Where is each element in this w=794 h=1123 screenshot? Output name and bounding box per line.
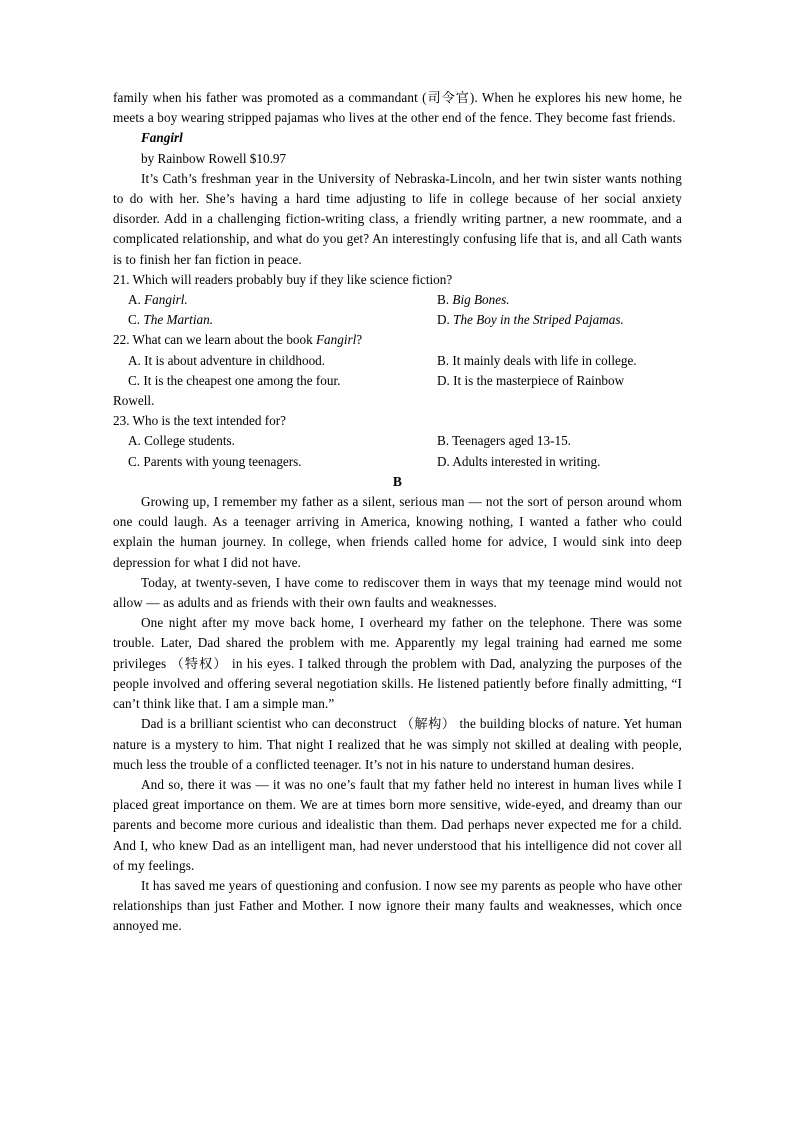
- question-22-text-pre: What can we learn about the book: [132, 332, 316, 348]
- section-b-paragraph-5: And so, there it was — it was no one’s fault that my father held no interest in human lives while I placed great importance on them. We are at times born more sensitive, wide-eyed, and dreamy than our parents and become more curious and idealistic than them. Dad perhaps never expected me for a child. And I, who knew Dad as an intelligent man, had never understood that his intelligence did not cover all of my feelings.: [113, 776, 682, 873]
- option-letter: D.: [437, 372, 450, 388]
- option-row: [113, 431, 682, 451]
- question-23-number: 23.: [113, 413, 130, 429]
- option-row: [113, 310, 682, 330]
- question-21-options: [113, 290, 682, 330]
- book-description: It’s Cath’s freshman year in the University of Nebraska-Lincoln, and her twin sister wants nothing to do with her. She’s having a hard time adjusting to life in college because of her social anxiety disorder. Add in a challenging fiction-writing class, a friendly writing partner, a new roommate, and a complicated relationship, and what do you get? An interestingly confusing life that is, and all Cath wants is to finish her fan fiction in peace.: [113, 170, 682, 267]
- section-b-paragraph-6: It has saved me years of questioning and confusion. I now see my parents as people who have other relationships than just Father and Mother. I now ignore their many faults and weaknesses, which once annoyed me.: [113, 877, 682, 934]
- section-b-paragraph-3: One night after my move back home, I overheard my father on the telephone. There was some trouble. Later, Dad shared the problem with me. Apparently my legal training had earned me some privileges （特权） in his eyes. I talked through the problem with Dad, analyzing the purposes of the people involved and offering several negotiation skills. He listened patiently before finally admitting, “I can’t think like that. I am a simple man.”: [113, 615, 682, 712]
- question-21-text: Which will readers probably buy if they like science fiction?: [132, 271, 453, 287]
- book-title: Fangirl: [141, 130, 183, 146]
- option-text: Fangirl.: [144, 292, 188, 308]
- section-b-letter: B: [392, 473, 403, 489]
- option-text: Adults interested in writing.: [452, 453, 601, 469]
- option-text: The Boy in the Striped Pajamas.: [453, 312, 624, 328]
- option-letter: A.: [128, 352, 141, 368]
- option-text: College students.: [144, 433, 235, 449]
- option-23-d[interactable]: [437, 452, 682, 472]
- option-letter: B.: [437, 352, 450, 368]
- question-22-text-italic: Fangirl: [316, 332, 357, 348]
- option-text: The Martian.: [143, 312, 213, 328]
- option-text: It is the masterpiece of Rainbow: [453, 372, 625, 388]
- option-text: Big Bones.: [452, 292, 510, 308]
- option-letter: C.: [128, 372, 141, 388]
- option-22-d[interactable]: [437, 371, 682, 391]
- option-22-d-overflow: Rowell.: [113, 393, 155, 409]
- option-letter: B.: [437, 292, 450, 308]
- option-row: [113, 290, 682, 310]
- section-b-paragraph-4: Dad is a brilliant scientist who can deconstruct （解构） the building blocks of nature. Yet human nature is a mystery to him. That night I realized that he was simply not skilled at dealing with people, much less the trouble of a conflicted teenager. It’s not in his nature to understand human desires.: [113, 716, 682, 772]
- question-23-prompt: [113, 411, 682, 431]
- option-text: Parents with young teenagers.: [143, 453, 302, 469]
- question-22-prompt: [113, 330, 682, 350]
- option-letter: C.: [128, 453, 141, 469]
- option-letter: B.: [437, 433, 450, 449]
- option-23-c[interactable]: [113, 452, 437, 472]
- option-text: It is the cheapest one among the four.: [143, 372, 341, 388]
- question-23-options: [113, 431, 682, 471]
- option-22-c[interactable]: [113, 371, 437, 391]
- intro-paragraph: family when his father was promoted as a commandant (司令官). When he explores his new home, he meets a boy wearing stripped pajamas who lives at the other end of the fence. They become fast friends.: [113, 90, 682, 126]
- option-21-c[interactable]: [113, 310, 437, 330]
- option-21-b[interactable]: [437, 290, 682, 310]
- question-23-text: Who is the text intended for?: [132, 413, 286, 429]
- option-row: [113, 351, 682, 371]
- option-21-d[interactable]: [437, 310, 682, 330]
- question-22-text-post: ?: [356, 332, 363, 348]
- option-23-b[interactable]: [437, 431, 682, 451]
- question-21-number: 21.: [113, 271, 130, 287]
- book-author-price: by Rainbow Rowell $10.97: [141, 150, 287, 166]
- option-text: It mainly deals with life in college.: [452, 352, 637, 368]
- section-b-paragraph-2: Today, at twenty-seven, I have come to rediscover them in ways that my teenage mind would not allow — as adults and as friends with their own faults and weaknesses.: [113, 574, 682, 611]
- option-22-b[interactable]: [437, 351, 682, 371]
- option-21-a[interactable]: [113, 290, 437, 310]
- option-letter: D.: [437, 453, 450, 469]
- option-letter: D.: [437, 312, 450, 328]
- option-text: Teenagers aged 13-15.: [452, 433, 571, 449]
- option-letter: C.: [128, 312, 141, 328]
- question-22-options: [113, 351, 682, 412]
- option-row: [113, 371, 682, 391]
- option-23-a[interactable]: [113, 431, 437, 451]
- option-22-a[interactable]: [113, 351, 437, 371]
- option-text: It is about adventure in childhood.: [144, 352, 326, 368]
- question-22-number: 22.: [113, 332, 130, 348]
- question-21-prompt: [113, 270, 682, 290]
- option-letter: A.: [128, 292, 141, 308]
- option-letter: A.: [128, 433, 141, 449]
- section-b-paragraph-1: Growing up, I remember my father as a silent, serious man — not the sort of person around whom one could laugh. As a teenager arriving in America, knowing nothing, I wanted a father who could explain the human journey. In college, when friends called home for advice, I would sink into deep depression for what I did not have.: [113, 494, 682, 570]
- option-row: [113, 452, 682, 472]
